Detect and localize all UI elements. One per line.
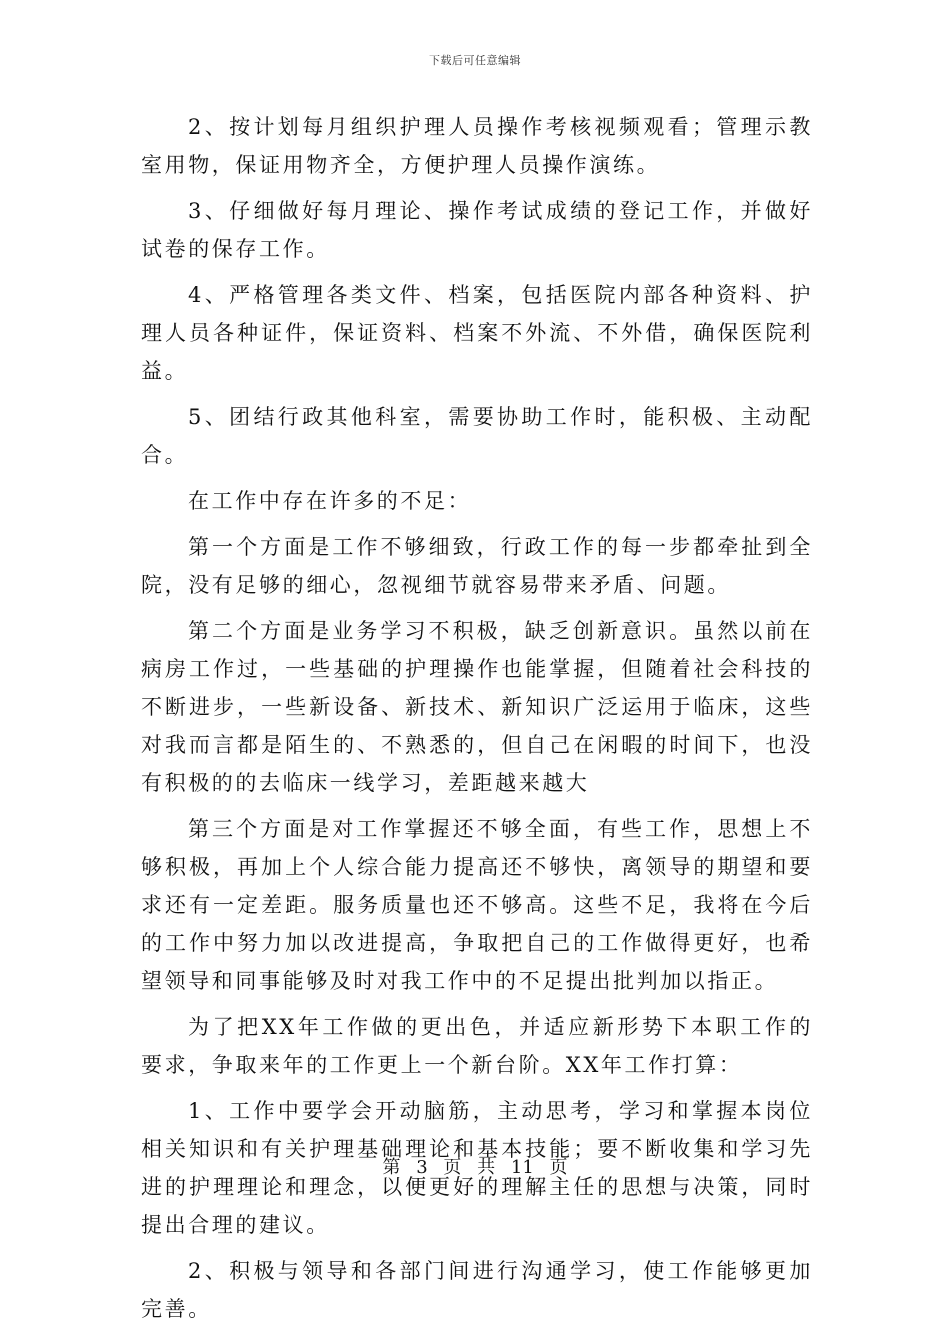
paragraph: 第三个方面是对工作掌握还不够全面，有些工作，思想上不够积极，再加上个人综合能力提高还不够快，离领导的期望和要求还有一定差距。服务质量也还不够高。这些不足，我将在今后的工作中努力加以改进提高，争取把自己的工作做得更好，也希望领导和同事能够及时对我工作中的不足提出批判加以指正。: [141, 817, 813, 993]
paragraph: 1、工作中要学会开动脑筋，主动思考，学习和掌握本岗位相关知识和有关护理基础理论和基本技能；要不断收集和学习先进的护理理论和理念，以便更好的理解主任的思想与决策，同时提出合理的建议。: [141, 1099, 813, 1237]
paragraph: 5、团结行政其他科室，需要协助工作时，能积极、主动配合。: [141, 405, 813, 467]
document-body: [141, 108, 813, 1336]
paragraph: 3、仔细做好每月理论、操作考试成绩的登记工作，并做好试卷的保存工作。: [141, 199, 813, 261]
paragraph: 第一个方面是工作不够细致，行政工作的每一步都牵扯到全院，没有足够的细心，忽视细节就容易带来矛盾、问题。: [141, 535, 813, 597]
paragraph: 在工作中存在许多的不足：: [188, 489, 472, 513]
paragraph: 第二个方面是业务学习不积极，缺乏创新意识。虽然以前在病房工作过，一些基础的护理操作也能掌握，但随着社会科技的不断进步，一些新设备、新技术、新知识广泛运用于临床，这些对我而言都是陌生的、不熟悉的，但自己在闲暇的时间下，也没有积极的的去临床一线学习，差距越来越大: [141, 619, 813, 795]
paragraph: 为了把XX年工作做的更出色，并适应新形势下本职工作的要求，争取来年的工作更上一个新台阶。XX年工作打算：: [141, 1015, 813, 1077]
header-note: 下载后可任意编辑: [429, 54, 521, 67]
page-number-footer: [0, 1153, 950, 1179]
footer-total-word: 共: [477, 1157, 496, 1178]
footer-page-word: 页: [443, 1157, 462, 1178]
total-pages-number: 11: [510, 1157, 534, 1178]
current-page-number: 3: [416, 1157, 428, 1178]
paragraph: 2、积极与领导和各部门间进行沟通学习，使工作能够更加完善。: [141, 1259, 813, 1321]
paragraph: 2、按计划每月组织护理人员操作考核视频观看；管理示教室用物，保证用物齐全，方便护理人员操作演练。: [141, 115, 813, 177]
footer-prefix: 第: [382, 1157, 401, 1178]
footer-suffix: 页: [549, 1157, 568, 1178]
paragraph: 4、严格管理各类文件、档案，包括医院内部各种资料、护理人员各种证件，保证资料、档案不外流、不外借，确保医院利益。: [141, 283, 813, 383]
